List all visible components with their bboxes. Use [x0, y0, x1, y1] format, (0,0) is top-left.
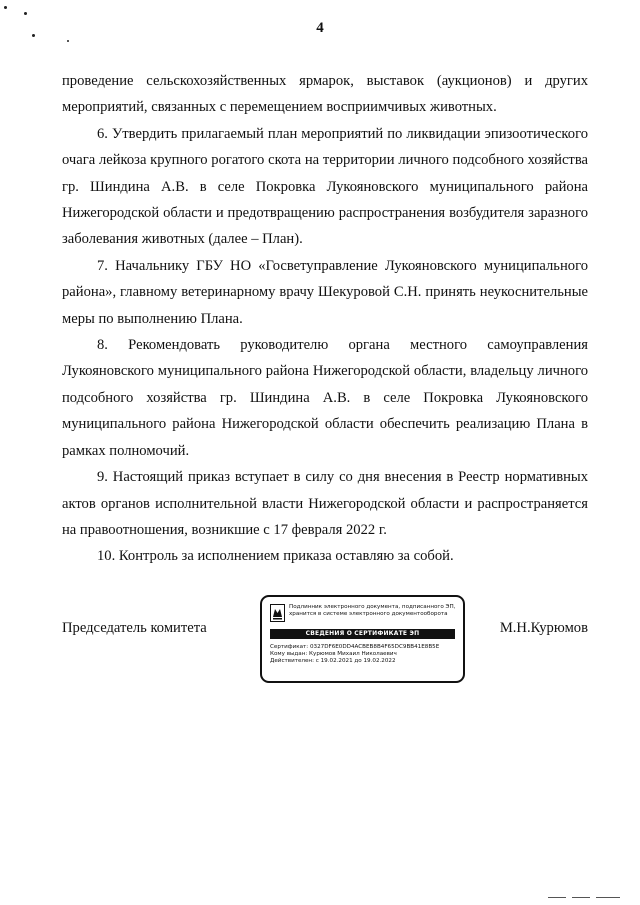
- stamp-details: [270, 644, 455, 665]
- validity-value: с 19.02.2021 до 19.02.2022: [315, 658, 396, 664]
- stamp-header: [289, 604, 461, 618]
- paragraph-6: 6. Утвердить прилагаемый план мероприятий по ликвидации эпизоотического очага лейкоза крупного рогатого скота на территории личного подсобного хозяйства гр. Шиндина А.В. в селе Покровка Лукояновского муниципального района Нижегородской области и предотвращению распространения возбудителя заразного заболевания животных (далее – План).: [62, 125, 588, 248]
- paragraph-7: 7. Начальнику ГБУ НО «Госветуправление Лукояновского муниципального района», главному ветеринарному врачу Шекуровой С.Н. принять неукоснительные меры по выполнению Плана.: [62, 257, 588, 327]
- paragraph-9: 9. Настоящий приказ вступает в силу со дня внесения в Реестр нормативных актов органов исполнительной власти Нижегородской области и распространяется на правоотношения, возникшие с 17 февраля 2022 г.: [62, 469, 588, 538]
- certificate-label: Сертификат:: [270, 644, 309, 650]
- issued-to-label: Кому выдан:: [270, 651, 308, 657]
- stamp-header-line: Подлинник электронного документа, подписанного ЭП,: [289, 604, 456, 610]
- scan-speck: [24, 12, 27, 15]
- issued-to-row: [270, 651, 455, 658]
- coat-of-arms-icon: [270, 604, 285, 622]
- paragraph-10: 10. Контроль за исполнением приказа оставляю за собой.: [97, 548, 454, 565]
- validity-label: Действителен:: [270, 658, 314, 664]
- stamp-header-line: хранится в системе электронного документооборота: [289, 611, 448, 617]
- document-body: [62, 68, 588, 570]
- scan-speck: [4, 6, 7, 9]
- electronic-signature-stamp: [260, 595, 465, 683]
- paragraph-8: 8. Рекомендовать руководителю органа местного самоуправления Лукояновского муниципального района Нижегородской области, владельцу личного подсобного хозяйства гр. Шиндина А.В. в селе Покровка Лукояновского муниципального района Нижегородской области обеспечить реализацию Плана в рамках полномочий.: [62, 337, 588, 459]
- validity-row: [270, 658, 455, 665]
- certificate-row: [270, 644, 455, 651]
- scan-speck: [67, 40, 69, 42]
- scan-edge-mark: [548, 897, 566, 898]
- signer-name: М.Н.Курюмов: [499, 620, 588, 636]
- certificate-value: 0327DF6E0DD4ACBEB8B4F65DC9BB41E8B5E: [309, 644, 440, 650]
- stamp-title: СВЕДЕНИЯ О СЕРТИФИКАТЕ ЭП: [270, 629, 455, 639]
- signer-position: Председатель комитета: [62, 620, 207, 636]
- scan-edge-mark: [572, 897, 590, 898]
- paragraph-continuation: проведение сельскохозяйственных ярмарок, выставок (аукционов) и других мероприятий, связанных с перемещением восприимчивых животных.: [62, 73, 588, 116]
- issued-to-value: Курюмов Михаил Николаевич: [309, 651, 397, 657]
- signature-block: [62, 595, 588, 691]
- scan-edge-mark: [596, 897, 620, 898]
- page-number: 4: [316, 20, 324, 36]
